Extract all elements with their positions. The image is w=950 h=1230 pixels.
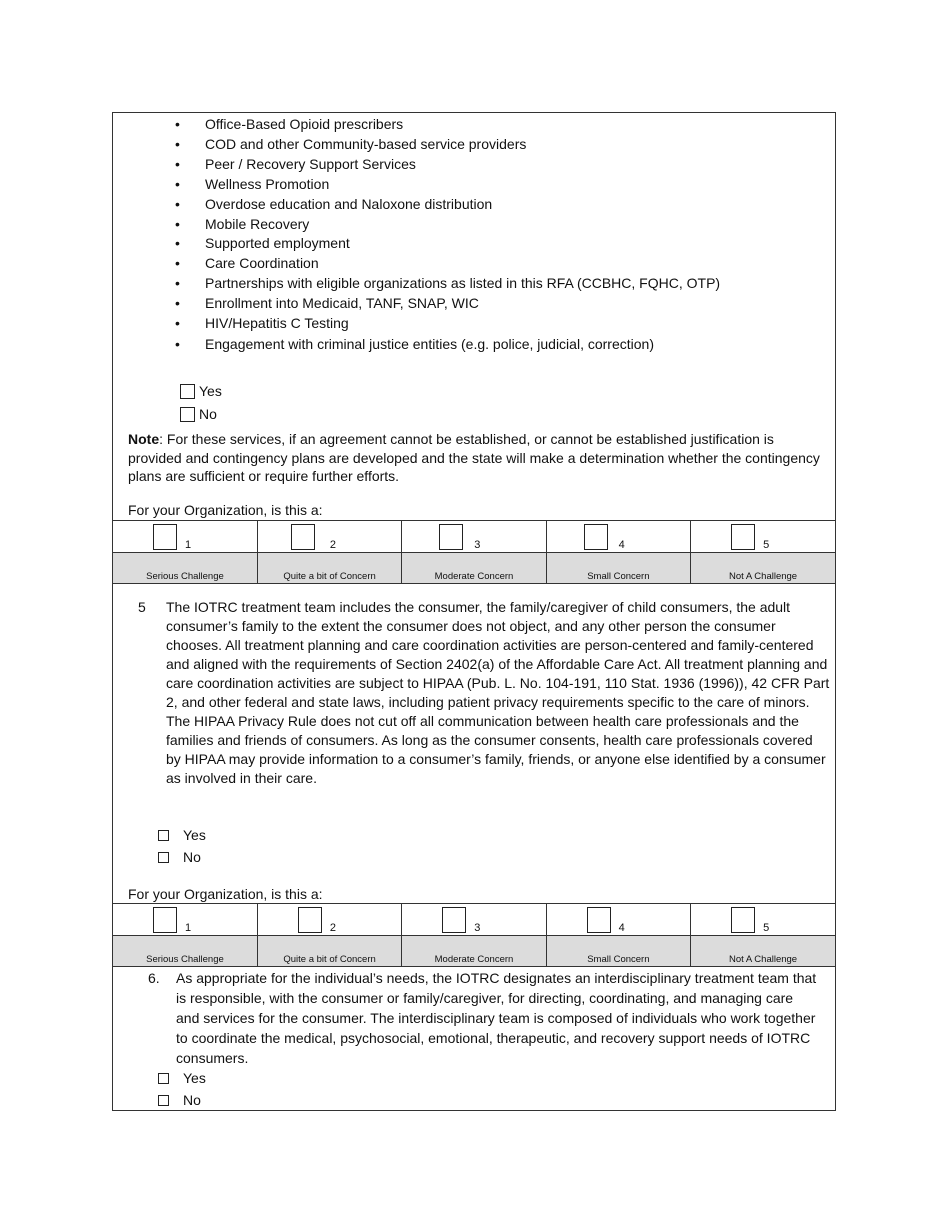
list-item: • Enrollment into Medicaid, TANF, SNAP, WIC [175, 294, 720, 314]
rating-cell-5[interactable]: 5 [691, 904, 835, 936]
rating-label: Serious Challenge [113, 553, 257, 584]
list-item: • Engagement with criminal justice entities (e.g. police, judicial, correction) [175, 334, 720, 355]
list-item: • Wellness Promotion [175, 175, 720, 195]
rating-label: Quite a bit of Concern [257, 936, 401, 967]
org-prompt-1: For your Organization, is this a: [128, 502, 323, 518]
yes-checkbox[interactable] [180, 384, 195, 399]
form-frame [112, 112, 836, 1111]
rating-cell-1[interactable]: 1 [113, 904, 257, 936]
rating-box-4[interactable] [584, 524, 608, 550]
question-5-text: The IOTRC treatment team includes the consumer, the family/caregiver of child consumers, the adult consumer’s family to the extent the consumer does not object, and any other person the consumer chooses. All treatment planning and care coordination activities are person-centered and family-centered and aligned with the requirements of Section 2402(a) of the Affordable Care Act. All treatment planning and care coordination activities are subject to HIPAA (Pub. L. No. 104-191, 110 Stat. 1936 (1996)), 42 CFR Part 2, and other federal and state laws, including patient privacy requirements specific to the care of minors. The HIPAA Privacy Rule does not cut off all communication between health care professionals and the families and friends of consumers. As long as the consumer consents, health care professionals covered by HIPAA may provide information to a consumer’s family, friends, or anyone else identified by a consumer as involved in their care. [166, 599, 830, 786]
rating-box-5[interactable] [731, 907, 755, 933]
yes-option-1[interactable]: Yes [180, 382, 222, 400]
rating-label: Small Concern [546, 936, 690, 967]
rating-label: Moderate Concern [402, 936, 546, 967]
list-item: • COD and other Community-based service providers [175, 135, 720, 155]
rating-cell-3[interactable]: 3 [402, 904, 546, 936]
no-option-3[interactable]: No [158, 1091, 201, 1109]
rating-label: Small Concern [546, 553, 690, 584]
yes-option-2[interactable]: Yes [158, 826, 206, 844]
rating-table-2 [113, 903, 835, 967]
rating-label: Moderate Concern [402, 553, 546, 584]
rating-box-3[interactable] [439, 524, 463, 550]
yes-checkbox[interactable] [158, 830, 169, 841]
rating-box-3[interactable] [442, 907, 466, 933]
list-item: • Care Coordination [175, 254, 720, 274]
question-6-text: As appropriate for the individual’s needs, the IOTRC designates an interdisciplinary treatment team that is responsible, with the consumer or family/caregiver, for directing, coordinating, and managing care and services for the consumer. The interdisciplinary team is composed of individuals who work together to coordinate the medical, psychosocial, emotional, therapeutic, and recovery support needs of IOTRC consumers. [176, 970, 817, 1066]
question-6-number: 6. [148, 970, 160, 986]
list-item: • Mobile Recovery [175, 215, 720, 235]
rating-box-1[interactable] [153, 524, 177, 550]
note-paragraph: Note: For these services, if an agreement cannot be established, or cannot be established justification is provided and contingency plans are developed and the state will make a determination whether the contingency plans are sufficient or require further efforts. [128, 431, 820, 485]
rating-box-5[interactable] [731, 524, 755, 550]
list-item: • Partnerships with eligible organizations as listed in this RFA (CCBHC, FQHC, OTP) [175, 274, 720, 294]
rating-box-2[interactable] [298, 907, 322, 933]
no-checkbox[interactable] [158, 852, 169, 863]
list-item: • Office-Based Opioid prescribers [175, 115, 720, 135]
rating-box-4[interactable] [587, 907, 611, 933]
question-5-number: 5 [138, 599, 146, 615]
rating-label: Not A Challenge [691, 553, 835, 584]
yes-option-3[interactable]: Yes [158, 1069, 206, 1087]
list-item: • Overdose education and Naloxone distribution [175, 195, 720, 215]
list-item: • HIV/Hepatitis C Testing [175, 314, 720, 334]
rating-table-1 [113, 520, 835, 584]
yes-checkbox[interactable] [158, 1073, 169, 1084]
no-option-2[interactable]: No [158, 848, 201, 866]
rating-label: Serious Challenge [113, 936, 257, 967]
rating-cell-4[interactable]: 4 [546, 521, 690, 553]
rating-box-1[interactable] [153, 907, 177, 933]
rating-cell-4[interactable]: 4 [546, 904, 690, 936]
org-prompt-2: For your Organization, is this a: [128, 886, 323, 902]
services-list [175, 115, 720, 355]
rating-cell-1[interactable]: 1 [113, 521, 257, 553]
rating-cell-3[interactable]: 3 [402, 521, 546, 553]
list-item: • Peer / Recovery Support Services [175, 155, 720, 175]
rating-cell-2[interactable]: 2 [257, 521, 401, 553]
rating-cell-5[interactable]: 5 [691, 521, 835, 553]
rating-box-2[interactable] [291, 524, 315, 550]
no-checkbox[interactable] [158, 1095, 169, 1106]
rating-label: Quite a bit of Concern [257, 553, 401, 584]
no-option-1[interactable]: No [180, 405, 217, 423]
rating-cell-2[interactable]: 2 [257, 904, 401, 936]
no-checkbox[interactable] [180, 407, 195, 422]
rating-label: Not A Challenge [691, 936, 835, 967]
list-item: • Supported employment [175, 234, 720, 254]
